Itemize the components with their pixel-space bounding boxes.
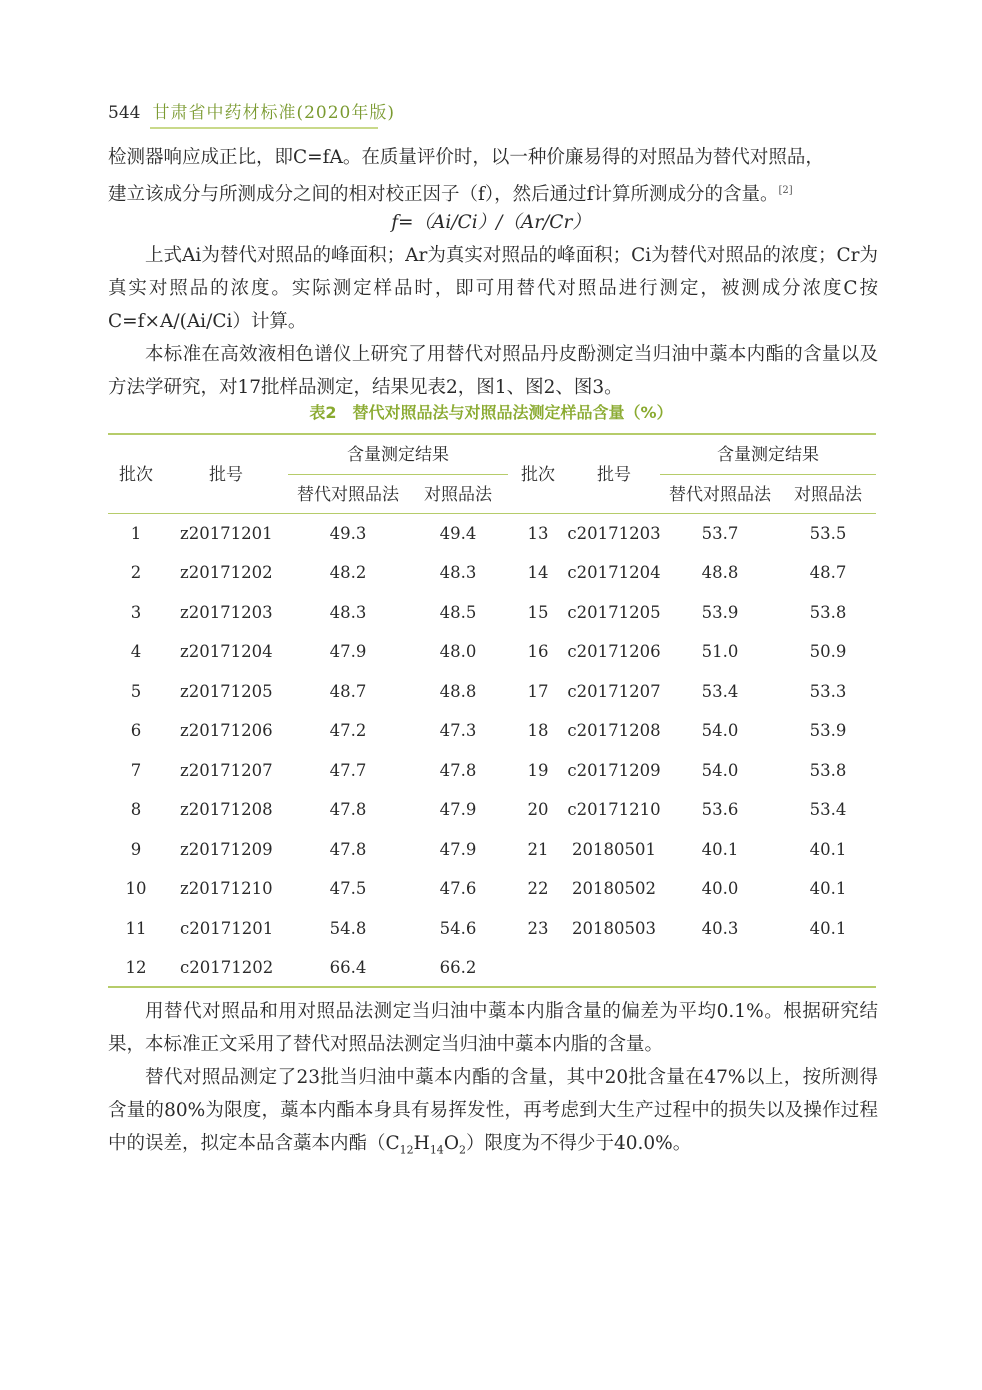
formula-sub-o: 2 [458,1143,466,1157]
left-cell-reference: 47.6 [439,879,477,898]
paragraph-4: 用替代对照品和用对照品法测定当归油中藁本内脂含量的偏差为平均0.1%。根据研究结果，本标准正文采用了替代对照品法测定当归油中藁本内脂的含量。 [108,1001,878,1055]
left-cell-reference: 47.8 [439,761,477,780]
paragraph-3: 本标准在高效液相色谱仪上研究了用替代对照品丹皮酚测定当归油中藁本内酯的含量以及方法学研究，对17批样品测定，结果见表2，图1、图2、图3。 [108,344,878,398]
left-cell-batch: 4 [130,642,142,661]
left-cell-reference: 47.3 [439,721,477,740]
right-cell-batch: 20 [527,800,549,819]
header-lot-right: 批号 [597,465,631,485]
book-title: 甘肃省中药材标准(2020年版) [152,103,395,123]
left-cell-batch: 10 [125,879,147,898]
header-reference-left: 对照品法 [424,485,492,505]
left-cell-substitute: 48.7 [329,682,367,701]
paragraph-5-text-b: ）限度为不得少于40.0%。 [465,1133,692,1154]
formula-o: O [443,1133,459,1154]
right-cell-substitute: 51.0 [701,642,739,661]
paragraph-5-text-a: 替代对照品测定了23批当归油中藁本内酯的含量，其中20批含量在47%以上，按所测得含量的80%为限度，藁本内酯本身具有易挥发性，再考虑到大生产过程中的损失以及操作过程中的误差，拟定本品含藁本内酯（C [108,1067,878,1154]
left-cell-substitute: 47.9 [329,642,367,661]
right-cell-lot: c20171203 [567,524,661,543]
left-cell-reference: 48.5 [439,603,477,622]
left-cell-substitute: 47.8 [329,840,367,859]
paragraph-5 [108,1061,878,1167]
right-cell-batch: 19 [527,761,549,780]
left-cell-batch: 2 [130,563,142,582]
left-cell-lot: z20171208 [180,800,273,819]
left-cell-substitute: 47.7 [329,761,367,780]
page-header [108,100,395,126]
right-cell-reference: 40.1 [809,879,847,898]
left-cell-reference: 47.9 [439,840,477,859]
left-cell-batch: 8 [130,800,142,819]
header-underline [150,127,378,129]
left-cell-batch: 5 [130,682,142,701]
header-substitute-right: 替代对照品法 [669,485,771,505]
right-cell-lot: 20180502 [572,879,656,898]
paragraph-1-line-1: 检测器响应成正比，即C=fA。在质量评价时，以一种价廉易得的对照品为替代对照品， [108,147,824,168]
right-cell-substitute: 53.7 [701,524,739,543]
left-cell-reference: 48.3 [439,563,477,582]
left-cell-substitute: 48.2 [329,563,367,582]
right-cell-reference: 50.9 [809,642,847,661]
right-cell-batch: 18 [527,721,549,740]
left-cell-lot: z20171204 [180,642,273,661]
right-cell-substitute: 53.9 [701,603,739,622]
formula-h: H [413,1133,430,1154]
header-batch-left: 批次 [119,465,153,485]
right-cell-reference: 53.4 [809,800,847,819]
left-cell-reference: 66.2 [439,958,477,977]
left-cell-lot: c20171202 [180,958,274,977]
left-cell-batch: 3 [130,603,142,622]
right-cell-lot: 20180503 [572,919,656,938]
right-cell-lot: 20180501 [572,840,656,859]
page-number: 544 [108,103,141,123]
left-cell-substitute: 48.3 [329,603,367,622]
right-cell-batch: 23 [527,919,549,938]
left-cell-batch: 1 [130,524,142,543]
header-substitute-left: 替代对照品法 [297,485,399,505]
left-cell-batch: 12 [125,958,147,977]
right-cell-batch: 14 [527,563,549,582]
left-cell-lot: z20171209 [180,840,273,859]
header-lot-left: 批号 [209,465,243,485]
left-cell-lot: z20171206 [180,721,273,740]
table-caption: 表2 替代对照品法与对照品法测定样品含量（%） [309,403,673,422]
left-cell-reference: 47.9 [439,800,477,819]
paragraph-1-line-2: 建立该成分与所测成分之间的相对校正因子（f），然后通过f计算所测成分的含量。 [108,184,779,206]
left-cell-reference: 54.6 [439,919,477,938]
left-cell-substitute: 66.4 [329,958,367,977]
left-cell-lot: c20171201 [180,919,274,938]
left-cell-substitute: 54.8 [329,919,367,938]
header-batch-right: 批次 [521,465,555,485]
right-cell-batch: 13 [527,524,549,543]
right-cell-reference: 48.7 [809,563,847,582]
right-cell-lot: c20171208 [567,721,661,740]
table-top-rule [108,433,876,435]
left-cell-lot: z20171201 [180,524,273,543]
left-cell-lot: z20171202 [180,563,273,582]
table-bottom-rule [108,986,876,988]
right-cell-substitute: 54.0 [701,761,739,780]
left-cell-reference: 49.4 [439,524,477,543]
formula-sub-h: 14 [429,1143,444,1157]
right-cell-batch: 21 [527,840,549,859]
header-result-left: 含量测定结果 [347,445,449,465]
left-cell-substitute: 47.8 [329,800,367,819]
left-cell-lot: z20171207 [180,761,273,780]
right-cell-batch: 15 [527,603,549,622]
right-cell-batch: 22 [527,879,549,898]
header-reference-right: 对照品法 [794,485,862,505]
left-cell-substitute: 47.5 [329,879,367,898]
right-cell-lot: c20171210 [567,800,661,819]
formula: f=（Ai/Ci）/（Ar/Cr） [391,212,591,233]
left-cell-lot: z20171203 [180,603,273,622]
left-cell-substitute: 47.2 [329,721,367,740]
left-cell-lot: z20171205 [180,682,273,701]
right-cell-reference: 53.8 [809,603,847,622]
left-cell-lot: z20171210 [180,879,273,898]
right-cell-reference: 53.5 [809,524,847,543]
right-cell-substitute: 53.6 [701,800,739,819]
left-cell-reference: 48.8 [439,682,477,701]
right-cell-lot: c20171209 [567,761,661,780]
right-cell-substitute: 53.4 [701,682,739,701]
left-cell-batch: 7 [130,761,142,780]
left-cell-batch: 6 [130,721,142,740]
right-cell-lot: c20171205 [567,603,661,622]
right-cell-lot: c20171207 [567,682,661,701]
right-cell-reference: 40.1 [809,919,847,938]
right-cell-substitute: 40.1 [701,840,739,859]
right-cell-substitute: 54.0 [701,721,739,740]
paragraph-1 [108,141,878,211]
left-result-subrule [288,474,508,475]
right-result-subrule [660,474,876,475]
right-cell-reference: 53.3 [809,682,847,701]
right-cell-substitute: 40.3 [701,919,739,938]
right-cell-reference: 53.8 [809,761,847,780]
right-cell-lot: c20171206 [567,642,661,661]
right-cell-substitute: 40.0 [701,879,739,898]
left-cell-batch: 11 [125,919,147,938]
right-cell-batch: 16 [527,642,549,661]
paragraph-2: 上式Ai为替代对照品的峰面积；Ar为真实对照品的峰面积；Ci为替代对照品的浓度；Cr为真实对照品的浓度。实际测定样品时，即可用替代对照品进行测定，被测成分浓度C按C=f×A/(Ai/Ci）计算。 [108,245,878,332]
reference-marker: [2] [778,185,793,196]
table-header-rule [108,513,876,514]
right-cell-batch: 17 [527,682,549,701]
formula-sub-c: 12 [399,1143,414,1157]
right-cell-substitute: 48.8 [701,563,739,582]
right-cell-reference: 53.9 [809,721,847,740]
left-cell-reference: 48.0 [439,642,477,661]
left-cell-substitute: 49.3 [329,524,367,543]
left-cell-batch: 9 [130,840,142,859]
right-cell-lot: c20171204 [567,563,661,582]
right-cell-reference: 40.1 [809,840,847,859]
header-result-right: 含量测定结果 [717,445,819,465]
